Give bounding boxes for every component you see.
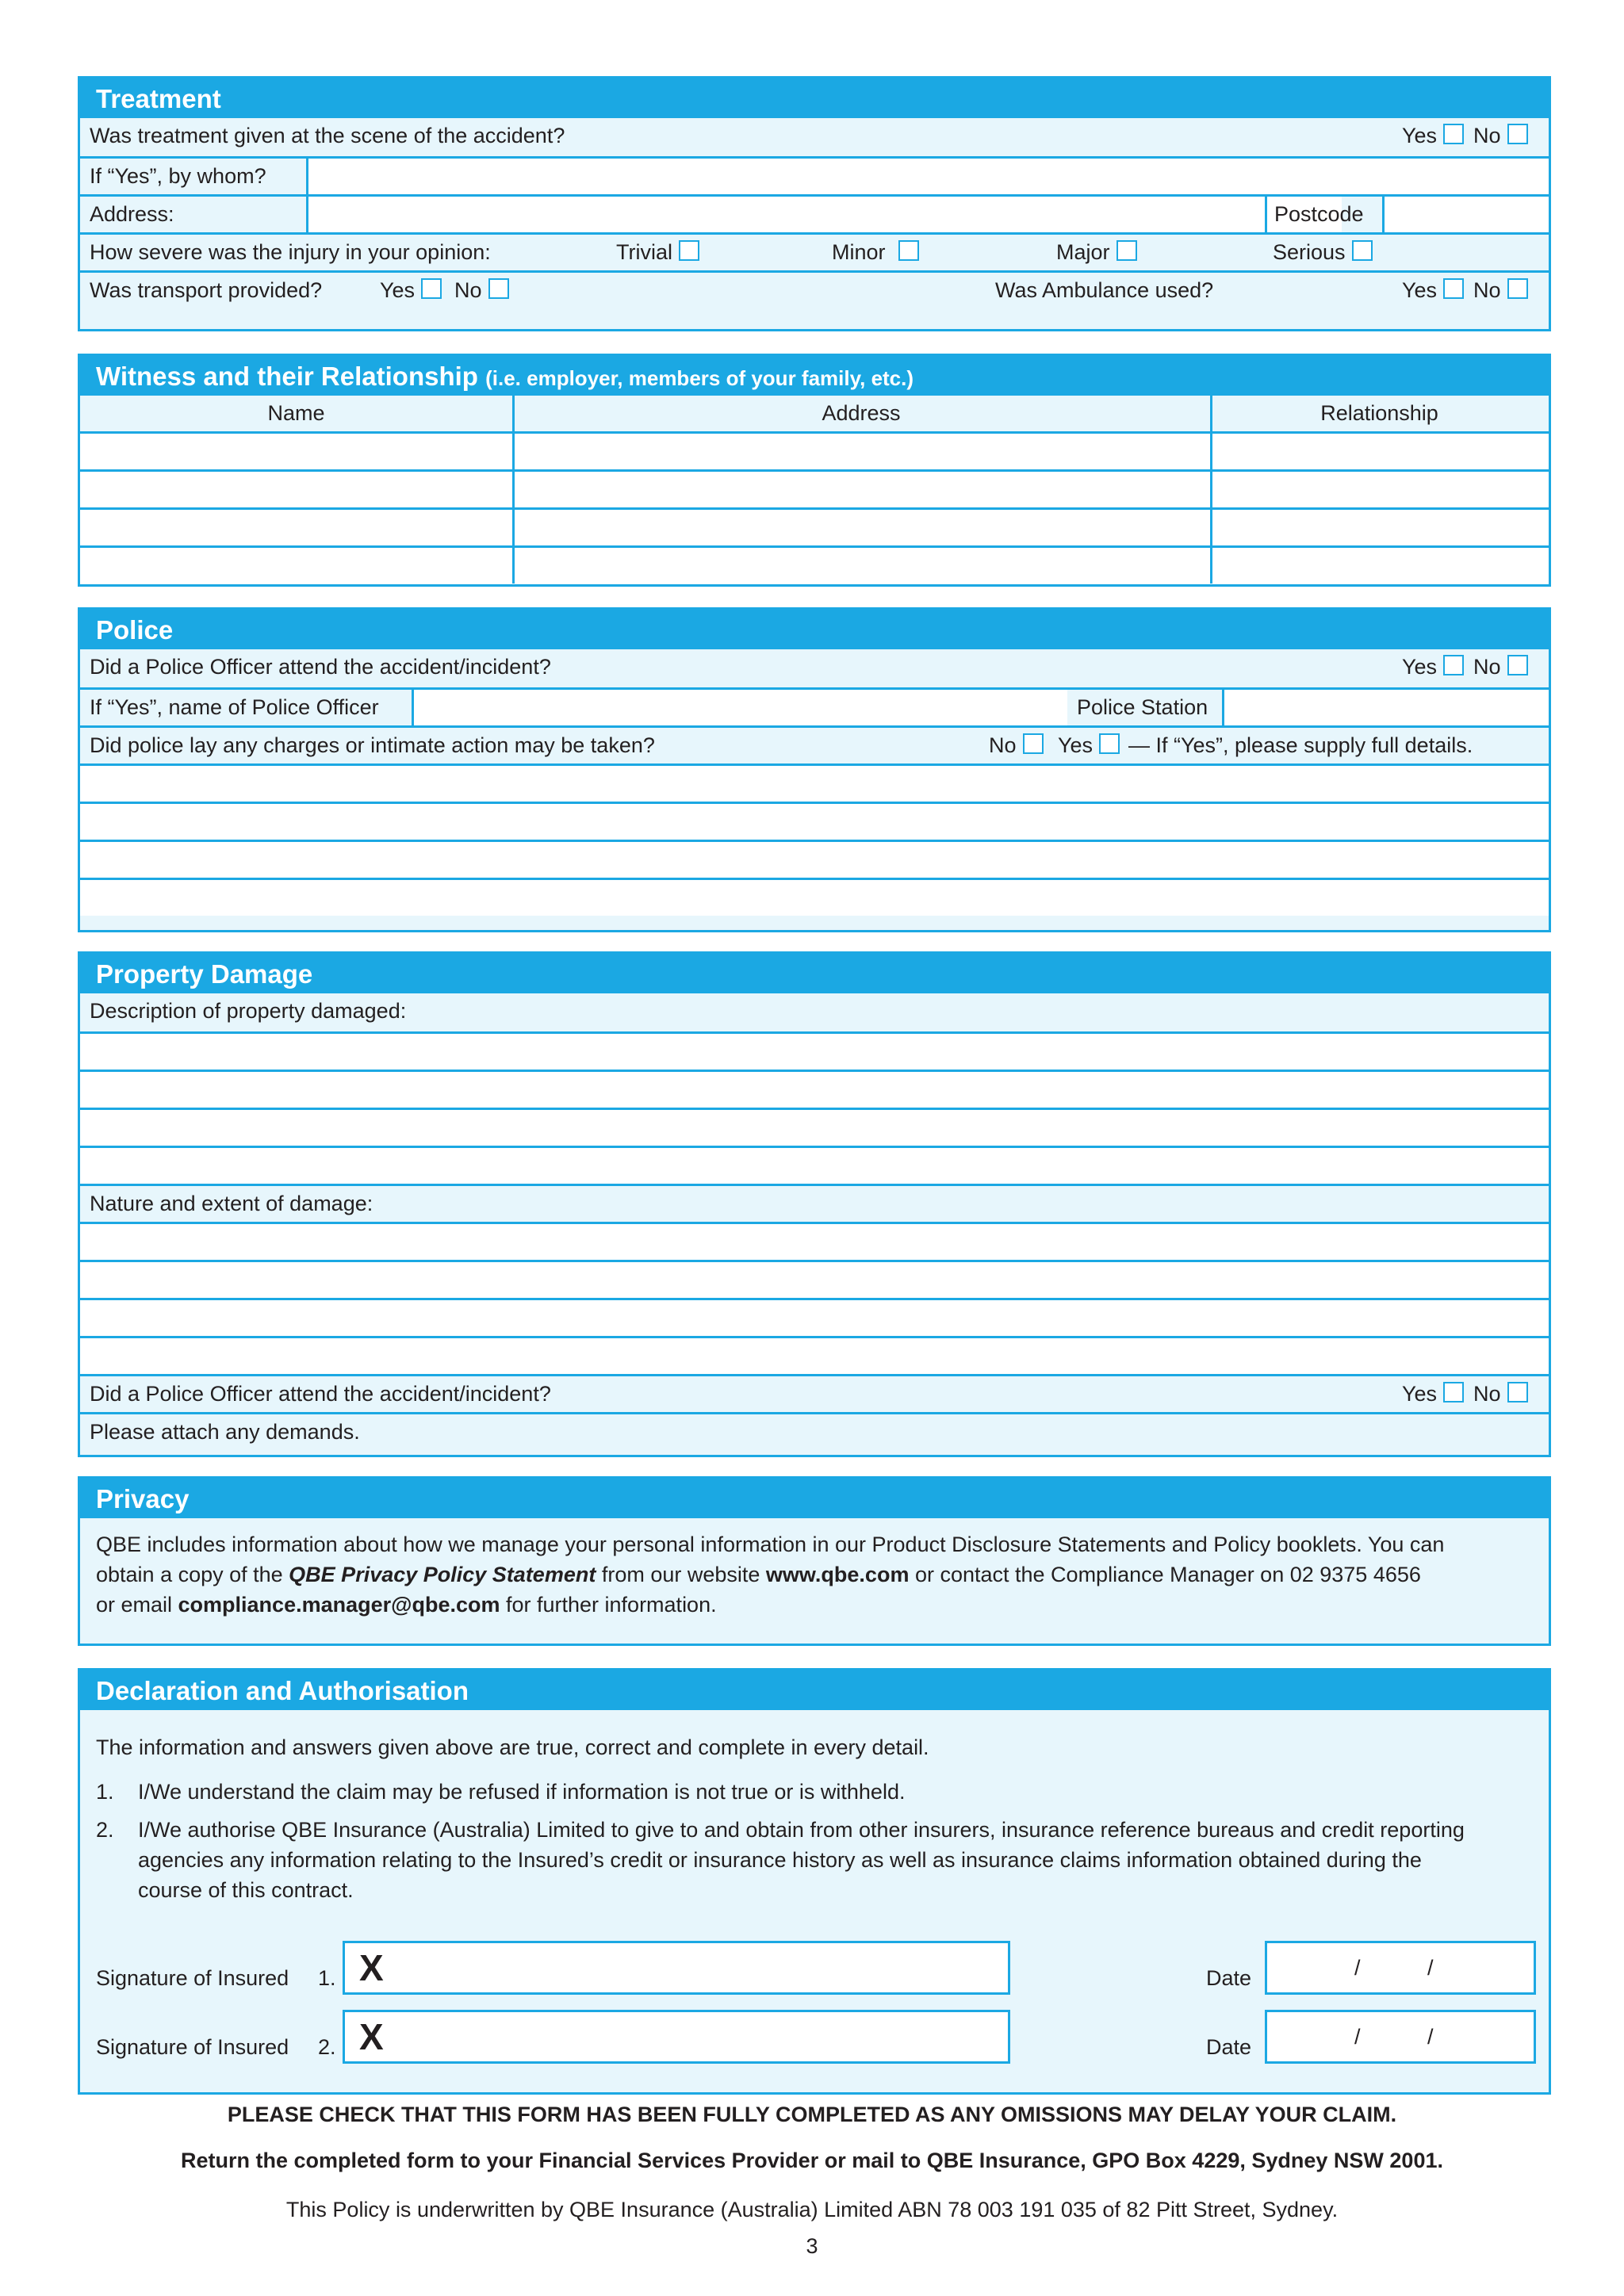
police-details-line[interactable] bbox=[80, 802, 1549, 840]
transport-no-label: No bbox=[454, 278, 482, 302]
witness-col-relationship: Relationship bbox=[1320, 401, 1438, 425]
declaration-section bbox=[78, 1668, 1551, 2095]
nature-row bbox=[80, 1184, 1549, 1222]
transport-no-checkbox[interactable] bbox=[488, 278, 509, 299]
witness-col-name: Name bbox=[267, 401, 325, 425]
property-police-no-label: No bbox=[1473, 1382, 1501, 1406]
signature-label-1: Signature of Insured bbox=[96, 1966, 289, 1990]
signature-number-2: 2. bbox=[318, 2035, 336, 2059]
ambulance-yes-label: Yes bbox=[1402, 278, 1438, 302]
page-number: 3 bbox=[806, 2234, 818, 2258]
postcode-field[interactable] bbox=[1382, 197, 1549, 232]
date-label-1: Date bbox=[1206, 1966, 1252, 1990]
nature-line[interactable] bbox=[80, 1260, 1549, 1298]
witness-row[interactable] bbox=[80, 507, 1549, 545]
underwriter-statement: This Policy is underwritten by QBE Insurance (Australia) Limited ABN 78 003 191 035 of 82 Pitt Street, Sydney. bbox=[285, 2198, 1339, 2221]
witness-col-address: Address bbox=[822, 401, 901, 425]
signature-label-2: Signature of Insured bbox=[96, 2035, 289, 2059]
police-header: Police bbox=[80, 610, 1549, 649]
privacy-section bbox=[78, 1476, 1551, 1646]
witness-row[interactable] bbox=[80, 545, 1549, 584]
serious-checkbox[interactable] bbox=[1352, 240, 1373, 261]
treatment-given-yes-label: Yes bbox=[1402, 124, 1438, 147]
trivial-checkbox[interactable] bbox=[679, 240, 699, 261]
demands-row bbox=[80, 1412, 1549, 1450]
postcode-label: Postcode bbox=[1274, 202, 1364, 226]
signature-x-mark: X bbox=[359, 1947, 384, 1988]
transport-question: Was transport provided? bbox=[90, 278, 323, 302]
property-damage-header: Property Damage bbox=[80, 954, 1549, 993]
transport-yes-label: Yes bbox=[380, 278, 416, 302]
privacy-line-2: obtain a copy of the QBE Privacy Policy Statement from our website www.qbe.com or contact the Compliance Manager on 02 9375 4656 bbox=[96, 1563, 1421, 1586]
charges-yes-label: Yes bbox=[1058, 733, 1094, 757]
ambulance-yes-checkbox[interactable] bbox=[1443, 278, 1464, 299]
property-police-row bbox=[80, 1374, 1549, 1412]
address-label: Address: bbox=[90, 202, 174, 226]
police-details-line[interactable] bbox=[80, 840, 1549, 878]
by-whom-row bbox=[80, 156, 1549, 194]
police-attend-row bbox=[80, 649, 1549, 687]
privacy-line-3: or email compliance.manager@qbe.com for further information. bbox=[96, 1593, 717, 1617]
police-details-line[interactable] bbox=[80, 763, 1549, 802]
serious-label: Serious bbox=[1273, 240, 1346, 264]
date-field-2[interactable]: / / bbox=[1265, 2010, 1536, 2064]
description-row bbox=[80, 993, 1549, 1031]
treatment-given-no-checkbox[interactable] bbox=[1507, 124, 1528, 144]
privacy-header: Privacy bbox=[80, 1479, 1549, 1518]
witness-header bbox=[80, 356, 1549, 396]
privacy-text bbox=[80, 1518, 1549, 1620]
demands-note: Please attach any demands. bbox=[90, 1420, 360, 1444]
website-link[interactable]: www.qbe.com bbox=[765, 1563, 910, 1586]
signature-field-2[interactable] bbox=[343, 2010, 1010, 2064]
description-line[interactable] bbox=[80, 1108, 1549, 1146]
witness-column-headers bbox=[80, 396, 1549, 431]
transport-yes-checkbox[interactable] bbox=[421, 278, 442, 299]
property-police-no-checkbox[interactable] bbox=[1507, 1382, 1528, 1402]
nature-line[interactable] bbox=[80, 1336, 1549, 1374]
nature-label: Nature and extent of damage: bbox=[90, 1192, 373, 1215]
declaration-item-2: 2. I/We authorise QBE Insurance (Australia) Limited to give to and obtain from other insurers, insurance reference bureaus and credit reporting agencies any information relating to the Insured’s credit or insurance history as well as insurance claims information obtained during the course of this contract. bbox=[96, 1818, 1465, 1902]
major-checkbox[interactable] bbox=[1116, 240, 1137, 261]
charges-row bbox=[80, 725, 1549, 763]
major-label: Major bbox=[1056, 240, 1110, 264]
by-whom-label: If “Yes”, by whom? bbox=[90, 164, 266, 188]
treatment-given-question: Was treatment given at the scene of the accident? bbox=[90, 124, 565, 147]
description-label: Description of property damaged: bbox=[90, 999, 407, 1023]
witness-section bbox=[78, 354, 1551, 587]
police-attend-yes-label: Yes bbox=[1402, 655, 1438, 679]
officer-name-label: If “Yes”, name of Police Officer bbox=[90, 695, 379, 719]
treatment-given-row bbox=[80, 118, 1549, 156]
privacy-policy-title: QBE Privacy Policy Statement bbox=[289, 1563, 596, 1586]
police-attend-no-label: No bbox=[1473, 655, 1501, 679]
property-police-yes-label: Yes bbox=[1402, 1382, 1438, 1406]
ambulance-no-checkbox[interactable] bbox=[1507, 278, 1528, 299]
witness-row[interactable] bbox=[80, 469, 1549, 507]
treatment-given-yes-checkbox[interactable] bbox=[1443, 124, 1464, 144]
date-label-2: Date bbox=[1206, 2035, 1252, 2059]
witness-title: Witness and their Relationship bbox=[96, 362, 478, 391]
trivial-label: Trivial bbox=[616, 240, 672, 264]
officer-row bbox=[80, 687, 1549, 725]
minor-label: Minor bbox=[832, 240, 886, 264]
police-details-line[interactable] bbox=[80, 878, 1549, 916]
date-field-1[interactable]: / / bbox=[1265, 1941, 1536, 1995]
charges-details-note: — If “Yes”, please supply full details. bbox=[1128, 733, 1473, 757]
severity-question: How severe was the injury in your opinion: bbox=[90, 240, 491, 264]
nature-line[interactable] bbox=[80, 1298, 1549, 1336]
declaration-header: Declaration and Authorisation bbox=[80, 1670, 1549, 1710]
witness-subtitle: (i.e. employer, members of your family, etc.) bbox=[485, 366, 914, 390]
email-link[interactable]: compliance.manager@qbe.com bbox=[178, 1593, 500, 1617]
description-line[interactable] bbox=[80, 1070, 1549, 1108]
return-instructions: Return the completed form to your Financial Services Provider or mail to QBE Insurance, GPO Box 4229, Sydney NSW 2001. bbox=[181, 2149, 1443, 2172]
description-line[interactable] bbox=[80, 1031, 1549, 1070]
officer-name-field[interactable] bbox=[412, 690, 1067, 725]
property-damage-section bbox=[78, 951, 1551, 1457]
treatment-given-no-label: No bbox=[1473, 124, 1501, 147]
signature-number-1: 1. bbox=[318, 1966, 336, 1990]
declaration-intro: The information and answers given above are true, correct and complete in every detail. bbox=[96, 1735, 929, 1759]
ambulance-question: Was Ambulance used? bbox=[995, 278, 1214, 302]
description-line[interactable] bbox=[80, 1146, 1549, 1184]
nature-line[interactable] bbox=[80, 1222, 1549, 1260]
police-attend-question: Did a Police Officer attend the accident/incident? bbox=[90, 655, 551, 679]
completion-warning: PLEASE CHECK THAT THIS FORM HAS BEEN FULLY COMPLETED AS ANY OMISSIONS MAY DELAY YOUR CLAIM. bbox=[227, 2103, 1397, 2126]
signature-x-mark: X bbox=[359, 2016, 384, 2057]
treatment-header: Treatment bbox=[80, 78, 1549, 118]
police-attend-yes-checkbox[interactable] bbox=[1443, 655, 1464, 675]
declaration-item-1: 1. I/We understand the claim may be refused if information is not true or is withheld. bbox=[96, 1780, 906, 1804]
charges-no-label: No bbox=[989, 733, 1017, 757]
ambulance-no-label: No bbox=[1473, 278, 1501, 302]
police-station-label: Police Station bbox=[1077, 695, 1208, 719]
property-police-question: Did a Police Officer attend the accident/incident? bbox=[90, 1382, 551, 1406]
by-whom-field[interactable] bbox=[306, 159, 1549, 194]
address-field[interactable] bbox=[306, 197, 1342, 232]
severity-row bbox=[80, 232, 1549, 270]
witness-row[interactable] bbox=[80, 431, 1549, 469]
address-row bbox=[80, 194, 1549, 232]
signature-field-1[interactable] bbox=[343, 1941, 1010, 1995]
charges-question: Did police lay any charges or intimate action may be taken? bbox=[90, 733, 655, 757]
charges-yes-checkbox[interactable] bbox=[1099, 733, 1120, 754]
treatment-section bbox=[78, 76, 1551, 331]
transport-row bbox=[80, 270, 1549, 308]
police-station-field[interactable] bbox=[1222, 690, 1549, 725]
declaration-text bbox=[80, 1710, 1549, 1905]
minor-checkbox[interactable] bbox=[898, 240, 919, 261]
police-attend-no-checkbox[interactable] bbox=[1507, 655, 1528, 675]
charges-no-checkbox[interactable] bbox=[1023, 733, 1044, 754]
privacy-line-1: QBE includes information about how we manage your personal information in our Product Disclosure Statements and Policy booklets. You can bbox=[96, 1533, 1445, 1556]
police-section bbox=[78, 607, 1551, 932]
property-police-yes-checkbox[interactable] bbox=[1443, 1382, 1464, 1402]
